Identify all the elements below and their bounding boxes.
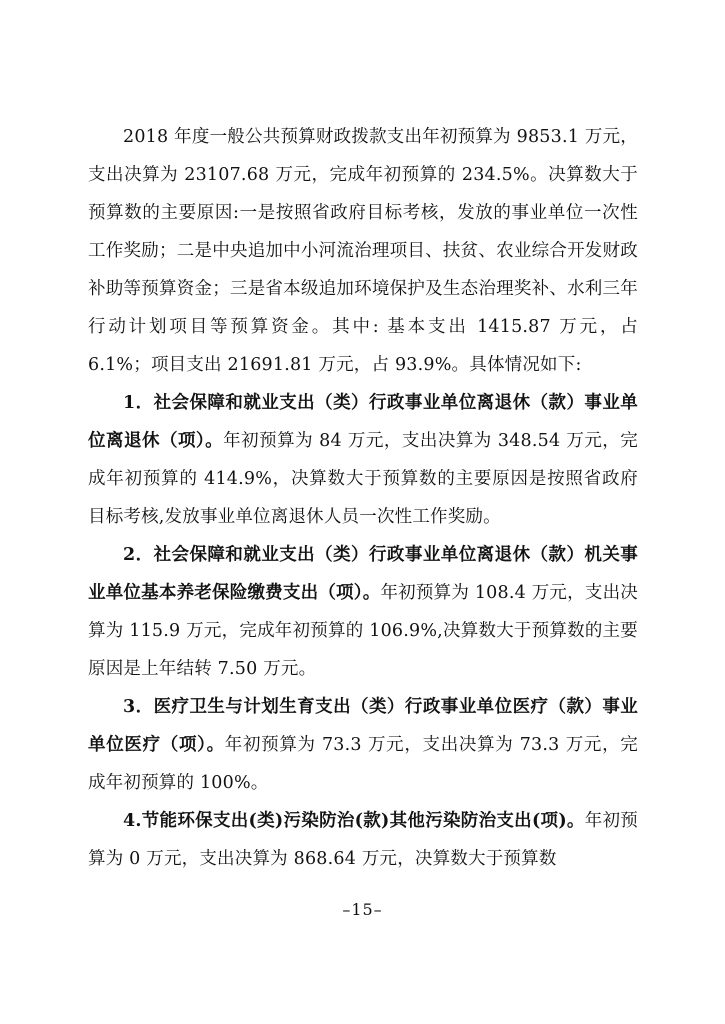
document-body [88, 118, 638, 878]
paragraph-text: 年初预算为 84 万元，支出决算为 348.54 万元，完成年初预算的 414.9%，决算数大于预算数的主要原因是按照省政府目标考核,发放事业单位离退休人员一次性工作奖励。 [88, 431, 638, 527]
paragraph-item-3 [88, 688, 638, 802]
paragraph-heading-text: 2．社会保障和就业支出（类）行政事业单位离退休（款）机关事业单位基本养老保险缴费支出（项）。 [88, 545, 638, 603]
paragraph-item-1 [88, 384, 638, 536]
paragraph-item-4 [88, 802, 638, 878]
paragraph-text: 年初预算为 108.4 万元，支出决算为 115.9 万元，完成年初预算的 106.9%,决算数大于预算数的主要原因是上年结转 7.50 万元。 [88, 583, 638, 679]
page-number: –15– [342, 900, 383, 919]
paragraph-text: 2018 年度一般公共预算财政拨款支出年初预算为 9853.1 万元，支出决算为 23107.68 万元，完成年初预算的 234.5%。决算数大于预算数的主要原因:一是按照省政府目标考核，发放的事业单位一次性工作奖励；二是中央追加中小河流治理项目、扶贫、农业综合开发财政补助等预算资金；三是省本级追加环境保护及生态治理奖补、水利三年行动计划项目等预算资金。其中: 基本支出 1415.87 万元，占 6.1%；项目支出 21691.81 万元，占 93.9%。具体情况如下: [88, 127, 638, 375]
paragraph-item-2 [88, 536, 638, 688]
paragraph-heading-text: 3．医疗卫生与计划生育支出（类）行政事业单位医疗（款）事业单位医疗（项）。 [88, 697, 638, 755]
paragraph-text: 年初预算为 0 万元，支出决算为 868.64 万元，决算数大于预算数 [88, 811, 638, 869]
paragraph-intro [88, 118, 638, 384]
paragraph-heading-text: 1．社会保障和就业支出（类）行政事业单位离退休（款）事业单位离退休（项）。 [88, 393, 638, 451]
paragraph-heading-text: 4.节能环保支出(类)污染防治(款)其他污染防治支出(项)。 [123, 811, 585, 831]
paragraph-text: 年初预算为 73.3 万元，支出决算为 73.3 万元，完成年初预算的 100%。 [88, 735, 638, 793]
